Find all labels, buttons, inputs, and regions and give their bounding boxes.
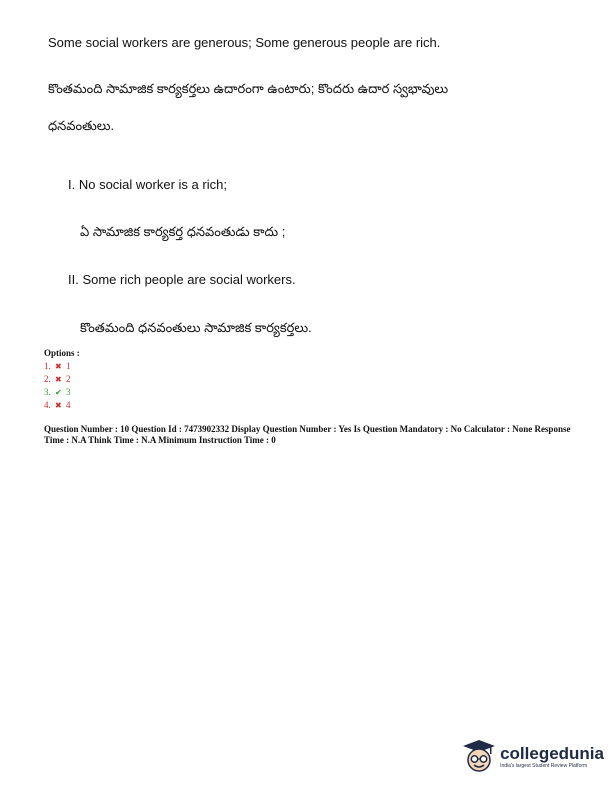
conclusion-2-te: కొంతమంది ధనవంతులు సామాజిక కార్యకర్తలు. bbox=[80, 320, 312, 335]
brand-name: collegedunia bbox=[500, 744, 604, 763]
question-statement-en: Some social workers are generous; Some generous people are rich. bbox=[48, 35, 441, 50]
conclusion-1-te: ఏ సామాజిక కార్యకర్త ధనవంతుడు కాదు ; bbox=[80, 224, 286, 239]
conclusion-2-en: II. Some rich people are social workers. bbox=[68, 272, 296, 287]
option-value: 2 bbox=[65, 374, 71, 384]
check-icon: ✔ bbox=[55, 388, 62, 397]
option-number: 3. bbox=[44, 387, 51, 397]
question-meta: Question Number : 10 Question Id : 7473902332 Display Question Number : Yes Is Question Mandatory : No Calculator : None Response Time : N.A Think Time : N.A Minimum Instruction Time : 0 bbox=[44, 424, 571, 445]
conclusion-1-en: I. No social worker is a rich; bbox=[68, 177, 227, 192]
option-3[interactable] bbox=[44, 387, 70, 397]
cross-icon: ✖ bbox=[55, 375, 62, 384]
option-number: 1. bbox=[44, 361, 51, 371]
mascot-icon bbox=[462, 738, 496, 776]
question-statement-te-line2: ధనవంతులు. bbox=[48, 118, 115, 133]
cross-icon: ✖ bbox=[55, 362, 62, 371]
option-number: 2. bbox=[44, 374, 51, 384]
option-number: 4. bbox=[44, 400, 51, 410]
question-statement-te-line1: కొంతమంది సామాజిక కార్యకర్తలు ఉదారంగా ఉంటారు; కొందరు ఉదార స్వభావులు bbox=[48, 81, 449, 96]
options-heading: Options : bbox=[44, 348, 80, 358]
option-1[interactable] bbox=[44, 361, 70, 371]
brand-logo bbox=[462, 738, 604, 776]
option-value: 1 bbox=[65, 361, 71, 371]
option-2[interactable] bbox=[44, 374, 70, 384]
option-value: 3 bbox=[65, 387, 71, 397]
option-value: 4 bbox=[65, 400, 71, 410]
option-4[interactable] bbox=[44, 400, 70, 410]
cross-icon: ✖ bbox=[55, 401, 62, 410]
brand-tagline: India's largest Student Review Platform bbox=[500, 763, 588, 769]
